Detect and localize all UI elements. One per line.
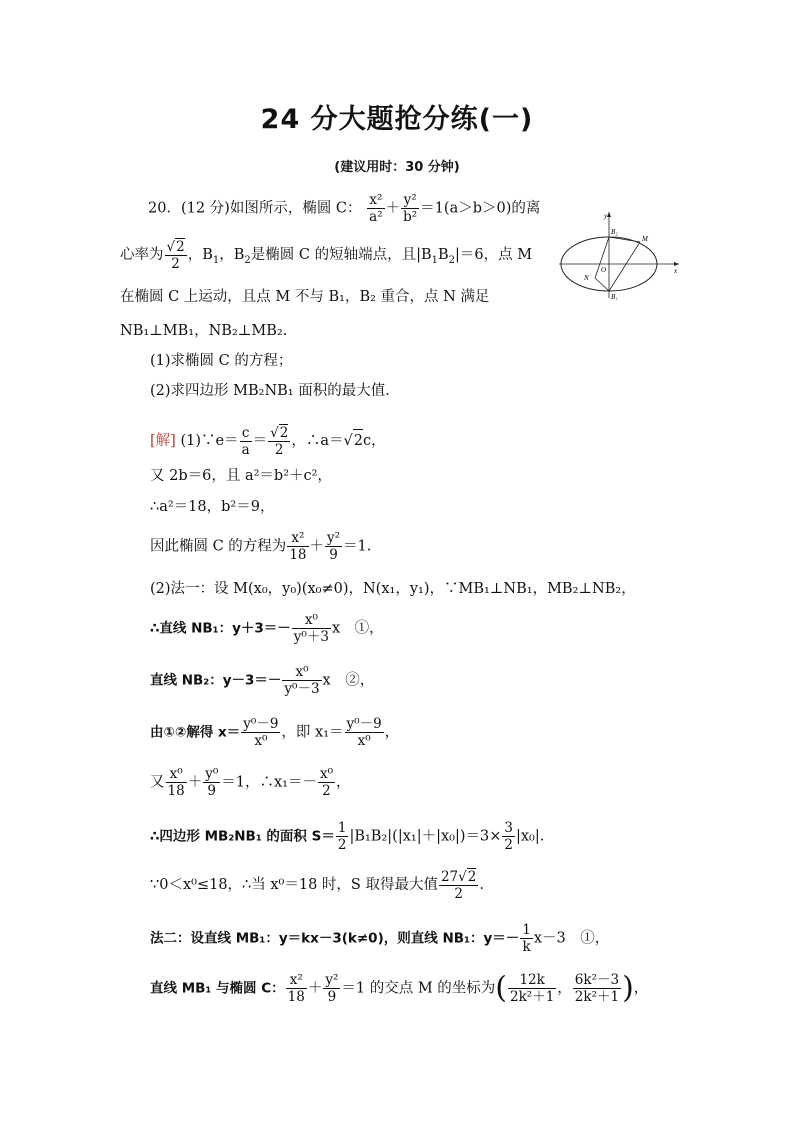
solution-line-9: 又 $\frac{\text{x⁰}}{18}$ ＋ $\frac{\text{y⁰}}{9}$ ＝1，∴x₁＝－ $\frac{\text{x⁰}}{2}$ ， [150, 766, 351, 799]
problem-line-1: 20．(12 分)如图所示，椭圆 C： $\frac{\text{x²}}{\text{a²}}$ ＋ $\frac{\text{y²}}{\text{b²}}$ ＝1(a＞b＞0)的离 [148, 192, 541, 225]
point-label-n: N [584, 274, 589, 282]
solution-line-6: ∴直线 NB₁：y＋3＝－ $\frac{\text{x⁰}}{\text{y⁰＋3}}$ x ①， [150, 612, 384, 645]
solution-line-11: ∵0＜x⁰≤18，∴当 x⁰＝18 时，S 取得最大值 $\frac{27√2}{2}$ . [150, 869, 484, 902]
fraction-y2-b2: $\frac{\text{y²}}{\text{b²}}$ [403, 192, 418, 225]
solution-line-12: 法二：设直线 MB₁：y＝kx－3(k≠0)，则直线 NB₁：y＝－ $\frac{1}{k}$ x－3 ①， [150, 922, 610, 955]
question-2: (2)求四边形 MB₂NB₁ 面积的最大值． [150, 383, 400, 399]
page-title: 24 分大题抢分练(一) [260, 104, 534, 135]
fraction-x2-a2: $\frac{\text{x²}}{\text{a²}}$ [369, 192, 383, 225]
solution-line-5: (2)法一：设 M(x₀，y₀)(x₀≠0)，N(x₁，y₁)，∵MB₁⊥NB₁，MB₂⊥NB₂， [150, 581, 636, 597]
solution-line-13: 直线 MB₁ 与椭圆 C： $\frac{\text{x²}}{18}$ ＋ $\frac{\text{y²}}{9}$ ＝1 的交点 M 的坐标为( $\frac{12k}{\text{2k²＋1}}$ ， $\frac{\text{6k²－3}}{\text{2k²＋1}}$ )， [150, 970, 649, 1006]
solution-line-4: 因此椭圆 C 的方程为 $\frac{\text{x²}}{18}$ ＋ $\frac{\text{y²}}{9}$ ＝1. [150, 530, 372, 563]
solution-line-10: ∴四边形 MB₂NB₁ 的面积 S＝ $\frac{1}{2}$ |B₁B₂|(|x₁|＋|x₀|)＝3× $\frac{3}{2}$ |x₀|. [150, 820, 545, 853]
problem-line-2: 心率为 $\frac{√2}{2}$ ，$B_1$，$B_2$是椭圆 C 的短轴端点，且$|B_1B_2|=6$，点 M [120, 239, 533, 272]
point-label-b1: B₁ [611, 293, 618, 300]
problem-line-3: 在椭圆 C 上运动，且点 M 不与 B₁，B₂ 重合，点 N 满足 [120, 289, 490, 305]
solution-line-2: 又 2b＝6，且 a²＝b²＋c²， [150, 468, 332, 484]
solution-line-8: 由①②解得 x＝ $\frac{\text{y⁰－9}}{\text{x⁰}}$ ，即 x₁＝ $\frac{\text{y⁰－9}}{\text{x⁰}}$ ， [150, 716, 400, 749]
point-label-o: O [601, 266, 607, 274]
point-label-m: M [642, 235, 648, 243]
problem-line-4: NB₁⊥MB₁，NB₂⊥MB₂. [120, 323, 288, 339]
ellipse-figure [557, 208, 682, 300]
fraction-sqrt2-over-2: $\frac{√2}{2}$ [166, 239, 185, 272]
problem-number: 20．(12 分)如图所示，椭圆 C： [148, 200, 362, 217]
solution-line-3: ∴a²＝18，b²＝9， [150, 499, 275, 515]
question-1: (1)求椭圆 C 的方程； [150, 353, 293, 369]
solution-line-1: [解] (1)∵e＝ $\frac{c}{a}$ ＝ $\frac{√2}{2}$ ，∴a＝√2c， [150, 424, 386, 458]
solution-line-7: 直线 NB₂：y－3＝－ $\frac{\text{x⁰}}{\text{y⁰－3}}$ x ②， [150, 664, 375, 697]
axis-label-y: y [604, 212, 608, 220]
axis-label-x: x [674, 267, 678, 275]
point-label-b2: B₂ [611, 228, 618, 236]
page-subtitle: (建议用时：30 分钟) [334, 160, 460, 175]
solution-tag: [解] [150, 433, 176, 449]
